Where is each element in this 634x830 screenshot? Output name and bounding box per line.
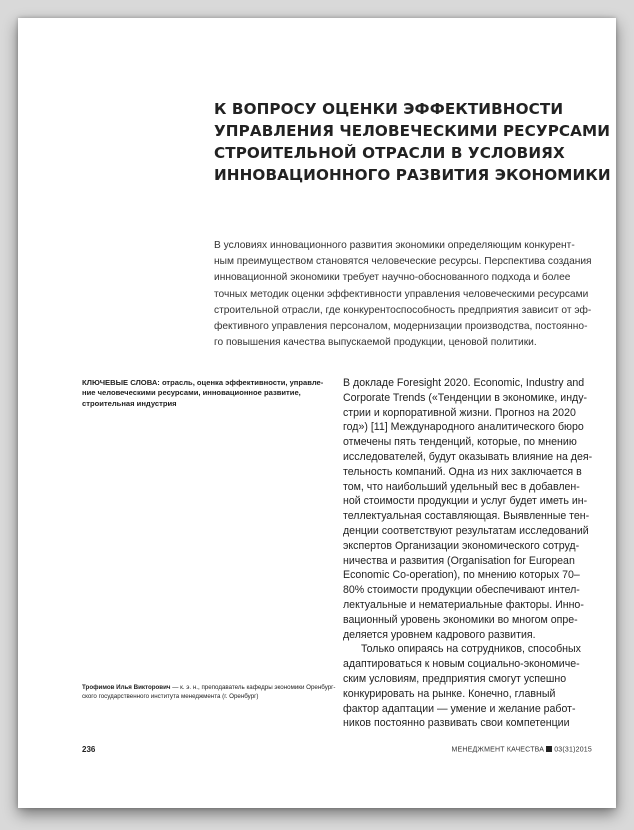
body-line: теллектуальная составляющая. Выявленные тен-: [343, 510, 590, 523]
abstract-line: ным преимуществом становятся человеческие ресурсы. Перспектива создания: [214, 256, 592, 268]
body-line: ной стоимости продукции и услуг будет иметь ин-: [343, 495, 588, 508]
title-line: ИННОВАЦИОННОГО РАЗВИТИЯ ЭКОНОМИКИ: [214, 166, 611, 184]
keywords-line: ние человеческими ресурсами, инновационное развитие,: [82, 388, 301, 398]
body-line: лектуальные и нематериальные факторы. Инно-: [343, 598, 584, 611]
body-line: фактор адаптации — умение и желание работ-: [343, 702, 576, 715]
title-line: СТРОИТЕЛЬНОЙ ОТРАСЛИ В УСЛОВИЯХ: [214, 144, 565, 162]
author-info: [82, 683, 344, 701]
body-line: Economic Co-operation), по мнению которых 70–: [343, 569, 580, 582]
body-line: ников постоянно развивать свои компетенции: [343, 717, 570, 730]
abstract-line: точных методик оценки эффективности управления человеческими ресурсами: [214, 288, 589, 300]
body-text: [343, 376, 593, 731]
body-line: отмечены пять тенденций, которые, по мнению: [343, 436, 577, 449]
body-line: деляется уровнем кадрового развития.: [343, 628, 536, 641]
keywords: [82, 378, 334, 409]
keywords-line: КЛЮЧЕВЫЕ СЛОВА: отрасль, оценка эффективности, управле-: [82, 378, 324, 387]
article-title: [214, 98, 611, 186]
journal-name: МЕНЕДЖМЕНТ КАЧЕСТВА: [451, 746, 545, 754]
body-line: Только опираясь на сотрудников, способных: [361, 643, 581, 656]
body-line: тельность компаний. Одна из них заключается в: [343, 465, 582, 478]
journal-issue: 03(31)2015: [554, 746, 592, 754]
body-line: Corporate Trends («Тенденции в экономике, инду-: [343, 391, 588, 404]
body-line: адаптироваться к новым социально-экономиче-: [343, 658, 580, 671]
abstract-line: инновационной экономики требует научно-обоснованного подхода и более: [214, 272, 571, 284]
body-line: денции соответствуют результатам исследований: [343, 524, 589, 537]
title-line: УПРАВЛЕНИЯ ЧЕЛОВЕЧЕСКИМИ РЕСУРСАМИ: [214, 122, 611, 140]
body-line: исследователей, будут оказывать влияние на дея-: [343, 450, 593, 463]
abstract-line: го повышения качества выпускаемой продукции, ценовой политики.: [214, 337, 537, 349]
abstract: [214, 238, 592, 351]
body-line: стрии и корпоративной жизни. Прогноз на 2020: [343, 406, 576, 419]
keywords-line: строительная индустрия: [82, 398, 177, 408]
author-line: [82, 683, 344, 692]
body-line: В докладе Foresight 2020. Economic, Industry and: [343, 377, 585, 389]
abstract-line: фективного управления персоналом, модернизации производства, постоянно-: [214, 321, 588, 333]
square-separator-icon: [546, 746, 552, 752]
body-line: ским условиям, предприятия смогут успешно: [343, 672, 567, 685]
body-line: ничества и развития (Organisation for European: [343, 554, 575, 567]
author-description: — к. э. н., преподаватель кафедры экономики Оренбург-: [170, 684, 336, 691]
page-number: 236: [82, 745, 96, 754]
abstract-line: В условиях инновационного развития экономики определяющим конкурент-: [214, 240, 575, 251]
body-line: экспертов Организации экономического сотруд-: [343, 539, 580, 552]
author-name: Трофимов Илья Викторович: [82, 684, 171, 691]
body-line: конкурировать на рынке. Конечно, главный: [343, 687, 556, 700]
journal-footer: [451, 746, 592, 754]
abstract-line: строительной отрасли, где конкурентоспособность предприятия зависит от эф-: [214, 304, 592, 316]
page: [18, 18, 616, 808]
title-line: К ВОПРОСУ ОЦЕНКИ ЭФФЕКТИВНОСТИ: [214, 100, 564, 118]
body-line: 80% стоимости продукции обеспечивают интел-: [343, 584, 580, 597]
body-line: вационный уровень экономики во многом опре-: [343, 613, 578, 626]
body-line: том, что наибольший удельный вес в добавлен-: [343, 480, 580, 493]
author-line: ского государственного института менеджмента (г. Оренбург): [82, 693, 259, 700]
body-line: год») [11] Международного аналитического бюро: [343, 421, 584, 434]
